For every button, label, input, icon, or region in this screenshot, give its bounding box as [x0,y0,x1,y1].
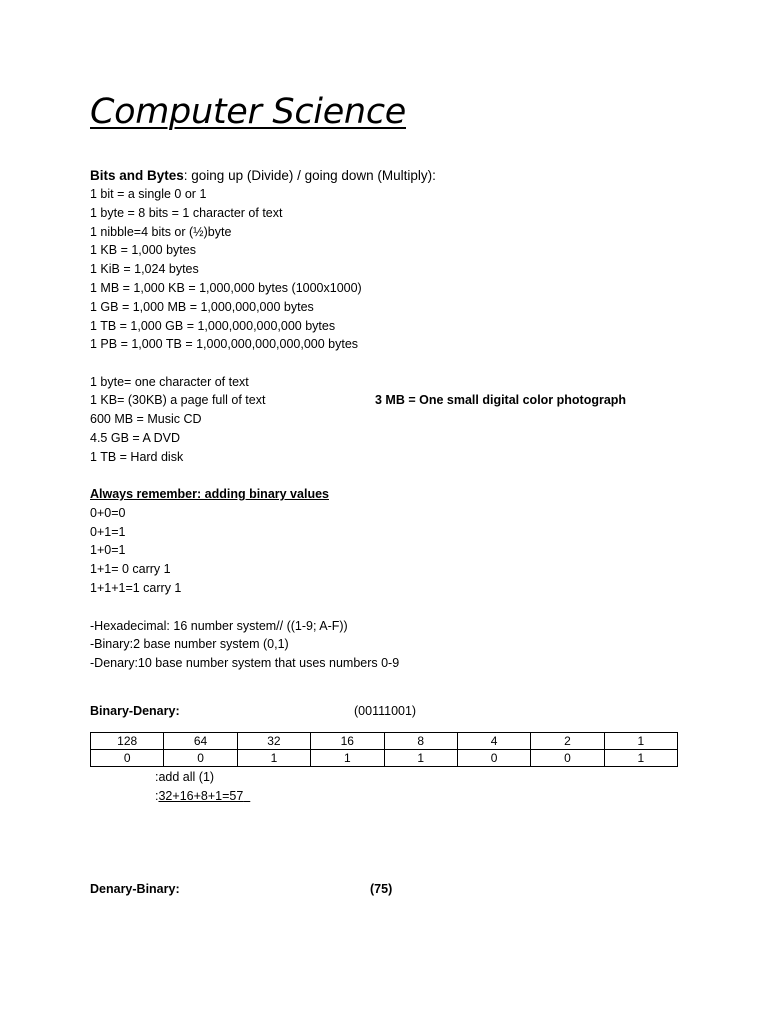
place-value-cell: 8 [384,733,457,750]
place-value-cell: 2 [531,733,604,750]
example-line: 600 MB = Music CD [90,412,202,426]
table-row-bits [91,750,678,767]
binary-denary-value: (00111001) [354,704,417,718]
number-system-line: -Denary:10 base number system that uses numbers 0-9 [90,656,400,670]
example-line: 1 byte= one character of text [90,375,249,389]
denary-binary-label: Denary-Binary: [90,882,180,896]
add-all-note: :add all (1) [155,770,215,784]
bit-cell: 1 [311,750,384,767]
bits-bytes-heading: Bits and Bytes [90,168,184,183]
denary-binary-value: (75) [370,882,393,896]
bit-cell: 1 [384,750,457,767]
place-value-cell: 16 [311,733,384,750]
bits-line: 1 TB = 1,000 GB = 1,000,000,000,000 bytes [90,319,336,333]
sum-note [155,787,250,806]
sum-note-prefix: : [155,789,159,803]
bits-line: 1 byte = 8 bits = 1 character of text [90,206,283,220]
place-value-cell: 1 [604,733,677,750]
binary-add-line: 0+0=0 [90,506,126,520]
bits-line: 1 GB = 1,000 MB = 1,000,000,000 bytes [90,300,314,314]
binary-add-line: 0+1=1 [90,525,126,539]
sum-note-value: 32+16+8+1=57 [158,789,244,803]
bit-cell: 1 [237,750,310,767]
bit-cell: 0 [457,750,530,767]
binary-add-line: 1+0=1 [90,543,126,557]
place-value-cell: 64 [164,733,237,750]
bits-bytes-heading-rest: : going up (Divide) / going down (Multiply): [183,168,436,183]
binary-denary-label: Binary-Denary: [90,704,180,718]
place-value-cell: 128 [91,733,164,750]
bit-cell: 0 [91,750,164,767]
bits-line: 1 PB = 1,000 TB = 1,000,000,000,000,000 bytes [90,337,359,351]
bits-line: 1 MB = 1,000 KB = 1,000,000 bytes (1000x1000) [90,281,362,295]
bit-cell: 1 [604,750,677,767]
bit-cell: 0 [164,750,237,767]
binary-add-line: 1+1+1=1 carry 1 [90,581,182,595]
table-row-place-values [91,733,678,750]
example-line: 4.5 GB = A DVD [90,431,180,445]
place-value-cell: 4 [457,733,530,750]
photo-note: 3 MB = One small digital color photograph [375,393,627,407]
bits-line: 1 KiB = 1,024 bytes [90,262,199,276]
example-line: 1 TB = Hard disk [90,450,184,464]
bits-bytes-heading-line [90,166,436,185]
bits-line: 1 bit = a single 0 or 1 [90,187,207,201]
example-line: 1 KB= (30KB) a page full of text [90,393,266,407]
bit-cell: 0 [531,750,604,767]
bits-line: 1 nibble=4 bits or (½)byte [90,225,232,239]
binary-place-value-table [90,732,678,767]
number-system-line: -Hexadecimal: 16 number system// ((1-9; A-F)) [90,619,348,633]
number-system-line: -Binary:2 base number system (0,1) [90,637,289,651]
binary-add-line: 1+1= 0 carry 1 [90,562,171,576]
bits-line: 1 KB = 1,000 bytes [90,243,196,257]
binary-add-heading: Always remember: adding binary values [90,487,329,501]
page-title: Computer Science [90,92,406,132]
place-value-cell: 32 [237,733,310,750]
